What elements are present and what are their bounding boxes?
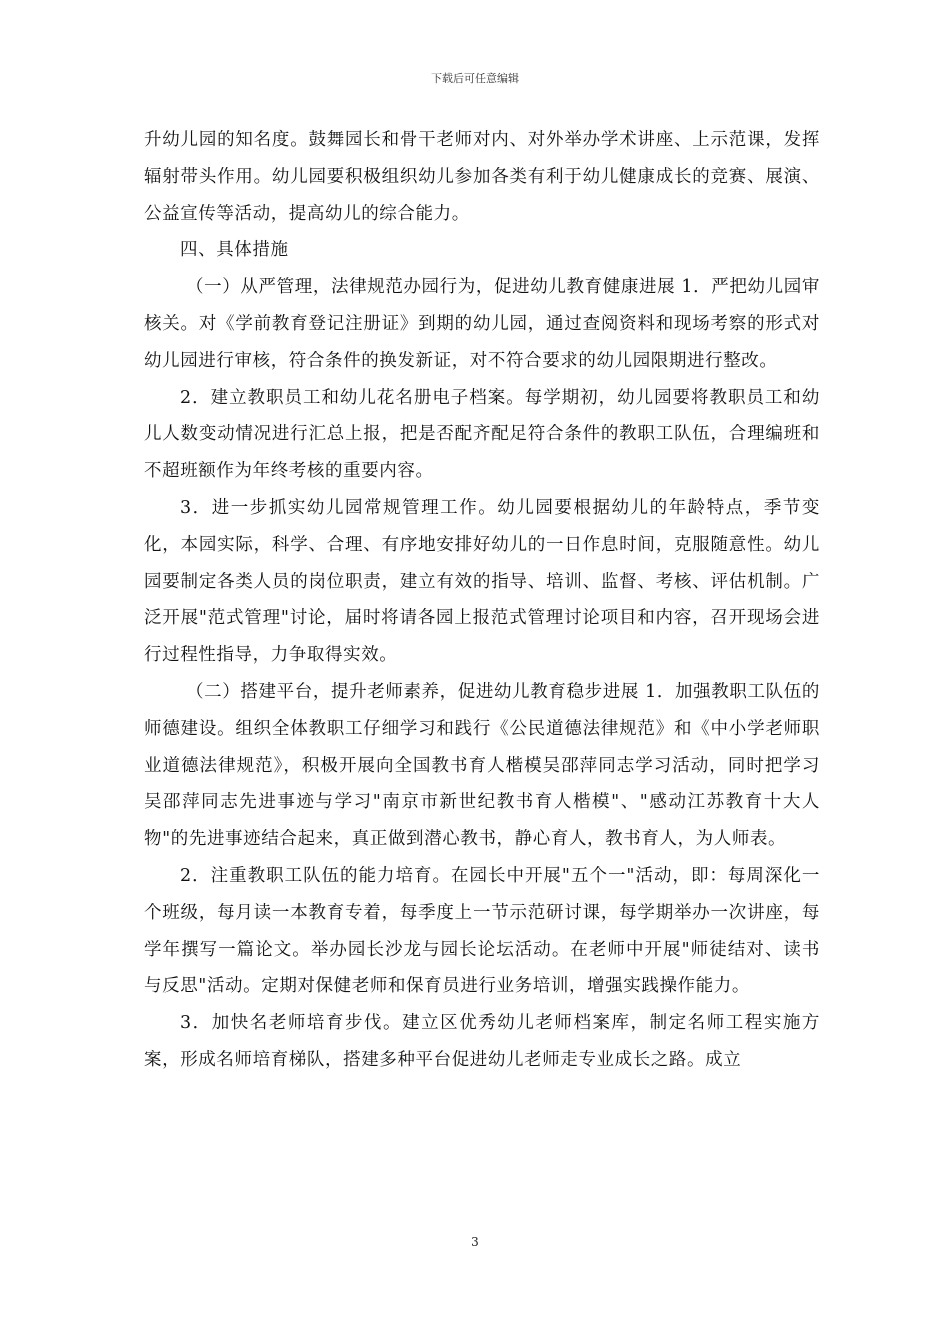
- section-heading-measures: 四、具体措施: [180, 240, 289, 261]
- page-number: 3: [471, 1235, 479, 1249]
- paragraph-archives: 2．建立教职员工和幼儿花名册电子档案。每学期初，幼儿园要将教职员工和幼儿人数变动情况进行汇总上报，把是否配齐配足符合条件的教职工队伍，合理编班和不超班额作为年终考核的重要内容。: [144, 387, 820, 482]
- paragraph-continuation: 升幼儿园的知名度。鼓舞园长和骨干老师对内、对外举办学术讲座、上示范课，发挥辐射带头作用。幼儿园要积极组织幼儿参加各类有利于幼儿健康成长的竞赛、展演、公益宣传等活动，提高幼儿的综合能力。: [144, 130, 820, 224]
- paragraph-teacher-ethics: （二）搭建平台，提升老师素养，促进幼儿教育稳步进展 1．加强教职工队伍的师德建设。组织全体教职工仔细学习和践行《公民道德法律规范》和《中小学老师职业道德法律规范》，积极开展向全国教书育人楷模吴邵萍同志学习活动，同时把学习吴邵萍同志先进事迹与学习"南京市新世纪教书育人楷模"、"感动江苏教育十大人物"的先进事迹结合起来，真正做到潜心教书，静心育人，教书育人，为人师表。: [144, 681, 820, 850]
- page-header: 下载后可任意编辑: [431, 72, 519, 85]
- paragraph-ability-training: 2．注重教职工队伍的能力培育。在园长中开展"五个一"活动，即：每周深化一个班级，每月读一本教育专着，每季度上一节示范研讨课，每学期举办一次讲座，每学年撰写一篇论文。举办园长沙龙与园长论坛活动。在老师中开展"师徒结对、读书与反思"活动。定期对保健老师和保育员进行业务培训，增强实践操作能力。: [144, 865, 820, 997]
- paragraph-routine-management: 3．进一步抓实幼儿园常规管理工作。幼儿园要根据幼儿的年龄特点，季节变化，本园实际，科学、合理、有序地安排好幼儿的一日作息时间，克服随意性。幼儿园要制定各类人员的岗位职责，建立有效的指导、培训、监督、考核、评估机制。广泛开展"范式管理"讨论，届时将请各园上报范式管理讨论项目和内容，召开现场会进行过程性指导，力争取得实效。: [144, 497, 820, 666]
- document-body: [144, 122, 820, 1079]
- paragraph-famous-teachers: 3．加快名老师培育步伐。建立区优秀幼儿老师档案库，制定名师工程实施方案，形成名师培育梯队，搭建多种平台促进幼儿老师走专业成长之路。成立: [144, 1013, 820, 1070]
- paragraph-management: （一）从严管理，法律规范办园行为，促进幼儿教育健康进展 1．严把幼儿园审核关。对《学前教育登记注册证》到期的幼儿园，通过查阅资料和现场考察的形式对幼儿园进行审核，符合条件的换发新证，对不符合要求的幼儿园限期进行整改。: [144, 277, 820, 371]
